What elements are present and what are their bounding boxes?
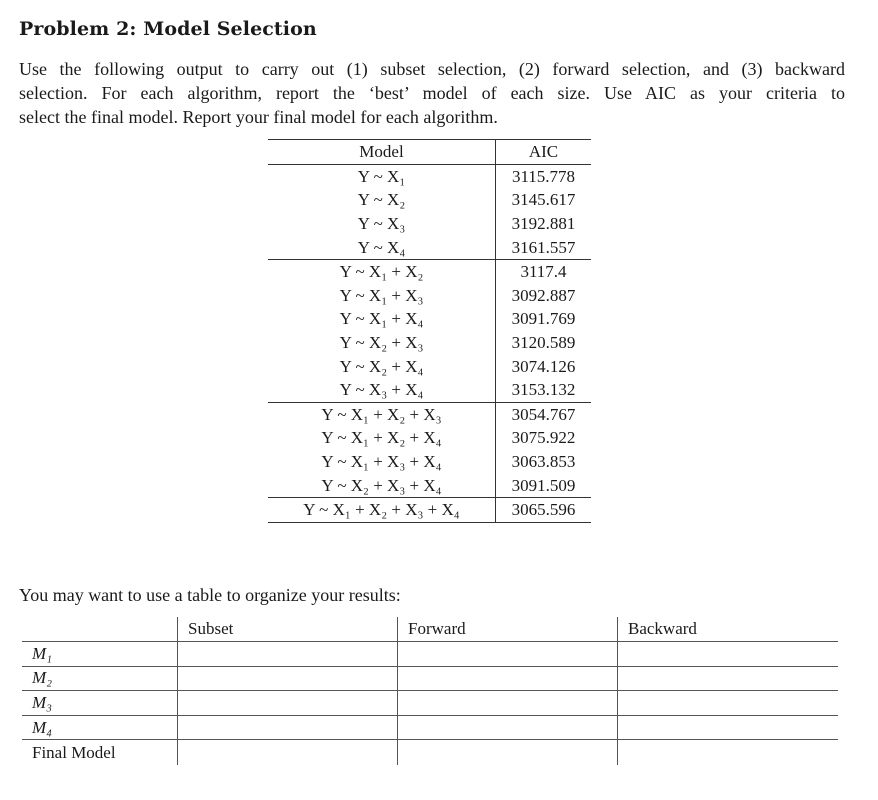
aic-cell: 3092.887 bbox=[511, 285, 576, 305]
backward-answer-cell[interactable] bbox=[617, 716, 838, 740]
row-label-m1: M₁ bbox=[32, 643, 53, 663]
aic-cell: 3091.509 bbox=[511, 475, 576, 495]
table-row bbox=[268, 402, 591, 427]
aic-cell: 3091.769 bbox=[511, 309, 576, 329]
aic-cell: 3054.767 bbox=[511, 404, 576, 424]
model-cell: Y ~ X₄ bbox=[268, 236, 496, 260]
results-table-header bbox=[22, 617, 838, 642]
aic-cell: 3065.596 bbox=[511, 500, 576, 520]
model-cell: Y ~ X₁ + X₃ bbox=[268, 284, 496, 308]
instructions-line-3: select the final model. Report your final model for each algorithm. bbox=[19, 107, 498, 127]
table-row bbox=[22, 740, 838, 765]
table-row bbox=[268, 308, 591, 332]
model-cell: Y ~ X₁ + X₂ bbox=[268, 260, 496, 284]
aic-cell: 3115.778 bbox=[511, 166, 576, 186]
table-row bbox=[268, 497, 591, 522]
forward-answer-cell[interactable] bbox=[397, 691, 617, 715]
forward-answer-cell[interactable] bbox=[397, 716, 617, 740]
subset-answer-cell[interactable] bbox=[177, 740, 397, 765]
subset-column-header: Subset bbox=[177, 617, 397, 641]
table-row bbox=[268, 450, 591, 474]
model-cell: Y ~ X₁ bbox=[268, 165, 496, 189]
forward-column-header: Forward bbox=[397, 617, 617, 641]
table-row bbox=[22, 667, 838, 692]
backward-answer-cell[interactable] bbox=[617, 740, 838, 765]
aic-cell: 3120.589 bbox=[511, 332, 576, 352]
model-cell: Y ~ X₁ + X₂ + X₃ bbox=[268, 403, 496, 427]
aic-table-body bbox=[268, 165, 591, 523]
model-cell: Y ~ X₁ + X₂ + X₃ + X₄ bbox=[268, 498, 496, 522]
backward-answer-cell[interactable] bbox=[617, 691, 838, 715]
table-row bbox=[268, 427, 591, 451]
model-cell: Y ~ X₃ + X₄ bbox=[268, 378, 496, 402]
forward-answer-cell[interactable] bbox=[397, 642, 617, 666]
forward-answer-cell[interactable] bbox=[397, 740, 617, 765]
aic-table-header bbox=[268, 139, 591, 165]
aic-cell: 3074.126 bbox=[511, 356, 576, 376]
results-table bbox=[22, 617, 838, 765]
table-row bbox=[268, 165, 591, 189]
organize-results-hint: You may want to use a table to organize your results: bbox=[19, 585, 401, 605]
subset-answer-cell[interactable] bbox=[177, 691, 397, 715]
model-cell: Y ~ X₁ + X₂ + X₄ bbox=[268, 427, 496, 451]
subset-answer-cell[interactable] bbox=[177, 667, 397, 691]
aic-cell: 3161.557 bbox=[511, 237, 576, 257]
backward-column-header: Backward bbox=[617, 617, 838, 641]
model-cell: Y ~ X₁ + X₄ bbox=[268, 308, 496, 332]
table-row bbox=[22, 691, 838, 716]
model-cell: Y ~ X₁ + X₃ + X₄ bbox=[268, 450, 496, 474]
problem-instructions bbox=[19, 57, 845, 129]
instructions-line-1: Use the following output to carry out (1) subset selection, (2) forward selection, and (3) backward bbox=[19, 59, 845, 79]
model-cell: Y ~ X₂ + X₃ + X₄ bbox=[268, 474, 496, 498]
aic-cell: 3145.617 bbox=[511, 190, 576, 210]
subset-answer-cell[interactable] bbox=[177, 716, 397, 740]
backward-answer-cell[interactable] bbox=[617, 642, 838, 666]
instructions-line-2: selection. For each algorithm, report the ‘best’ model of each size. Use AIC as your criteria to bbox=[19, 83, 845, 103]
table-row bbox=[268, 284, 591, 308]
subset-answer-cell[interactable] bbox=[177, 642, 397, 666]
table-row bbox=[268, 331, 591, 355]
table-row bbox=[268, 236, 591, 260]
aic-cell: 3063.853 bbox=[511, 451, 576, 471]
model-cell: Y ~ X₃ bbox=[268, 212, 496, 236]
model-cell: Y ~ X₂ + X₃ bbox=[268, 331, 496, 355]
forward-answer-cell[interactable] bbox=[397, 667, 617, 691]
aic-cell: 3075.922 bbox=[511, 428, 576, 448]
problem-title: Problem 2: Model Selection bbox=[19, 18, 317, 40]
model-column-header: Model bbox=[268, 140, 496, 164]
corner-header-cell bbox=[22, 617, 177, 641]
table-row bbox=[268, 189, 591, 213]
aic-cell: 3192.881 bbox=[511, 213, 576, 233]
row-label-m4: M₄ bbox=[32, 717, 53, 737]
model-cell: Y ~ X₂ bbox=[268, 189, 496, 213]
table-row bbox=[268, 474, 591, 498]
model-cell: Y ~ X₂ + X₄ bbox=[268, 355, 496, 379]
aic-cell: 3117.4 bbox=[520, 262, 567, 282]
table-row bbox=[268, 355, 591, 379]
aic-table bbox=[268, 139, 591, 523]
row-label-final-model: Final Model bbox=[32, 742, 116, 762]
table-row bbox=[268, 212, 591, 236]
aic-column-header: AIC bbox=[528, 142, 559, 161]
aic-cell: 3153.132 bbox=[511, 380, 576, 400]
table-row bbox=[22, 716, 838, 741]
backward-answer-cell[interactable] bbox=[617, 667, 838, 691]
table-row bbox=[268, 259, 591, 284]
table-row bbox=[268, 378, 591, 402]
row-label-m2: M₂ bbox=[32, 668, 53, 688]
row-label-m3: M₃ bbox=[32, 692, 53, 712]
table-row bbox=[22, 642, 838, 667]
